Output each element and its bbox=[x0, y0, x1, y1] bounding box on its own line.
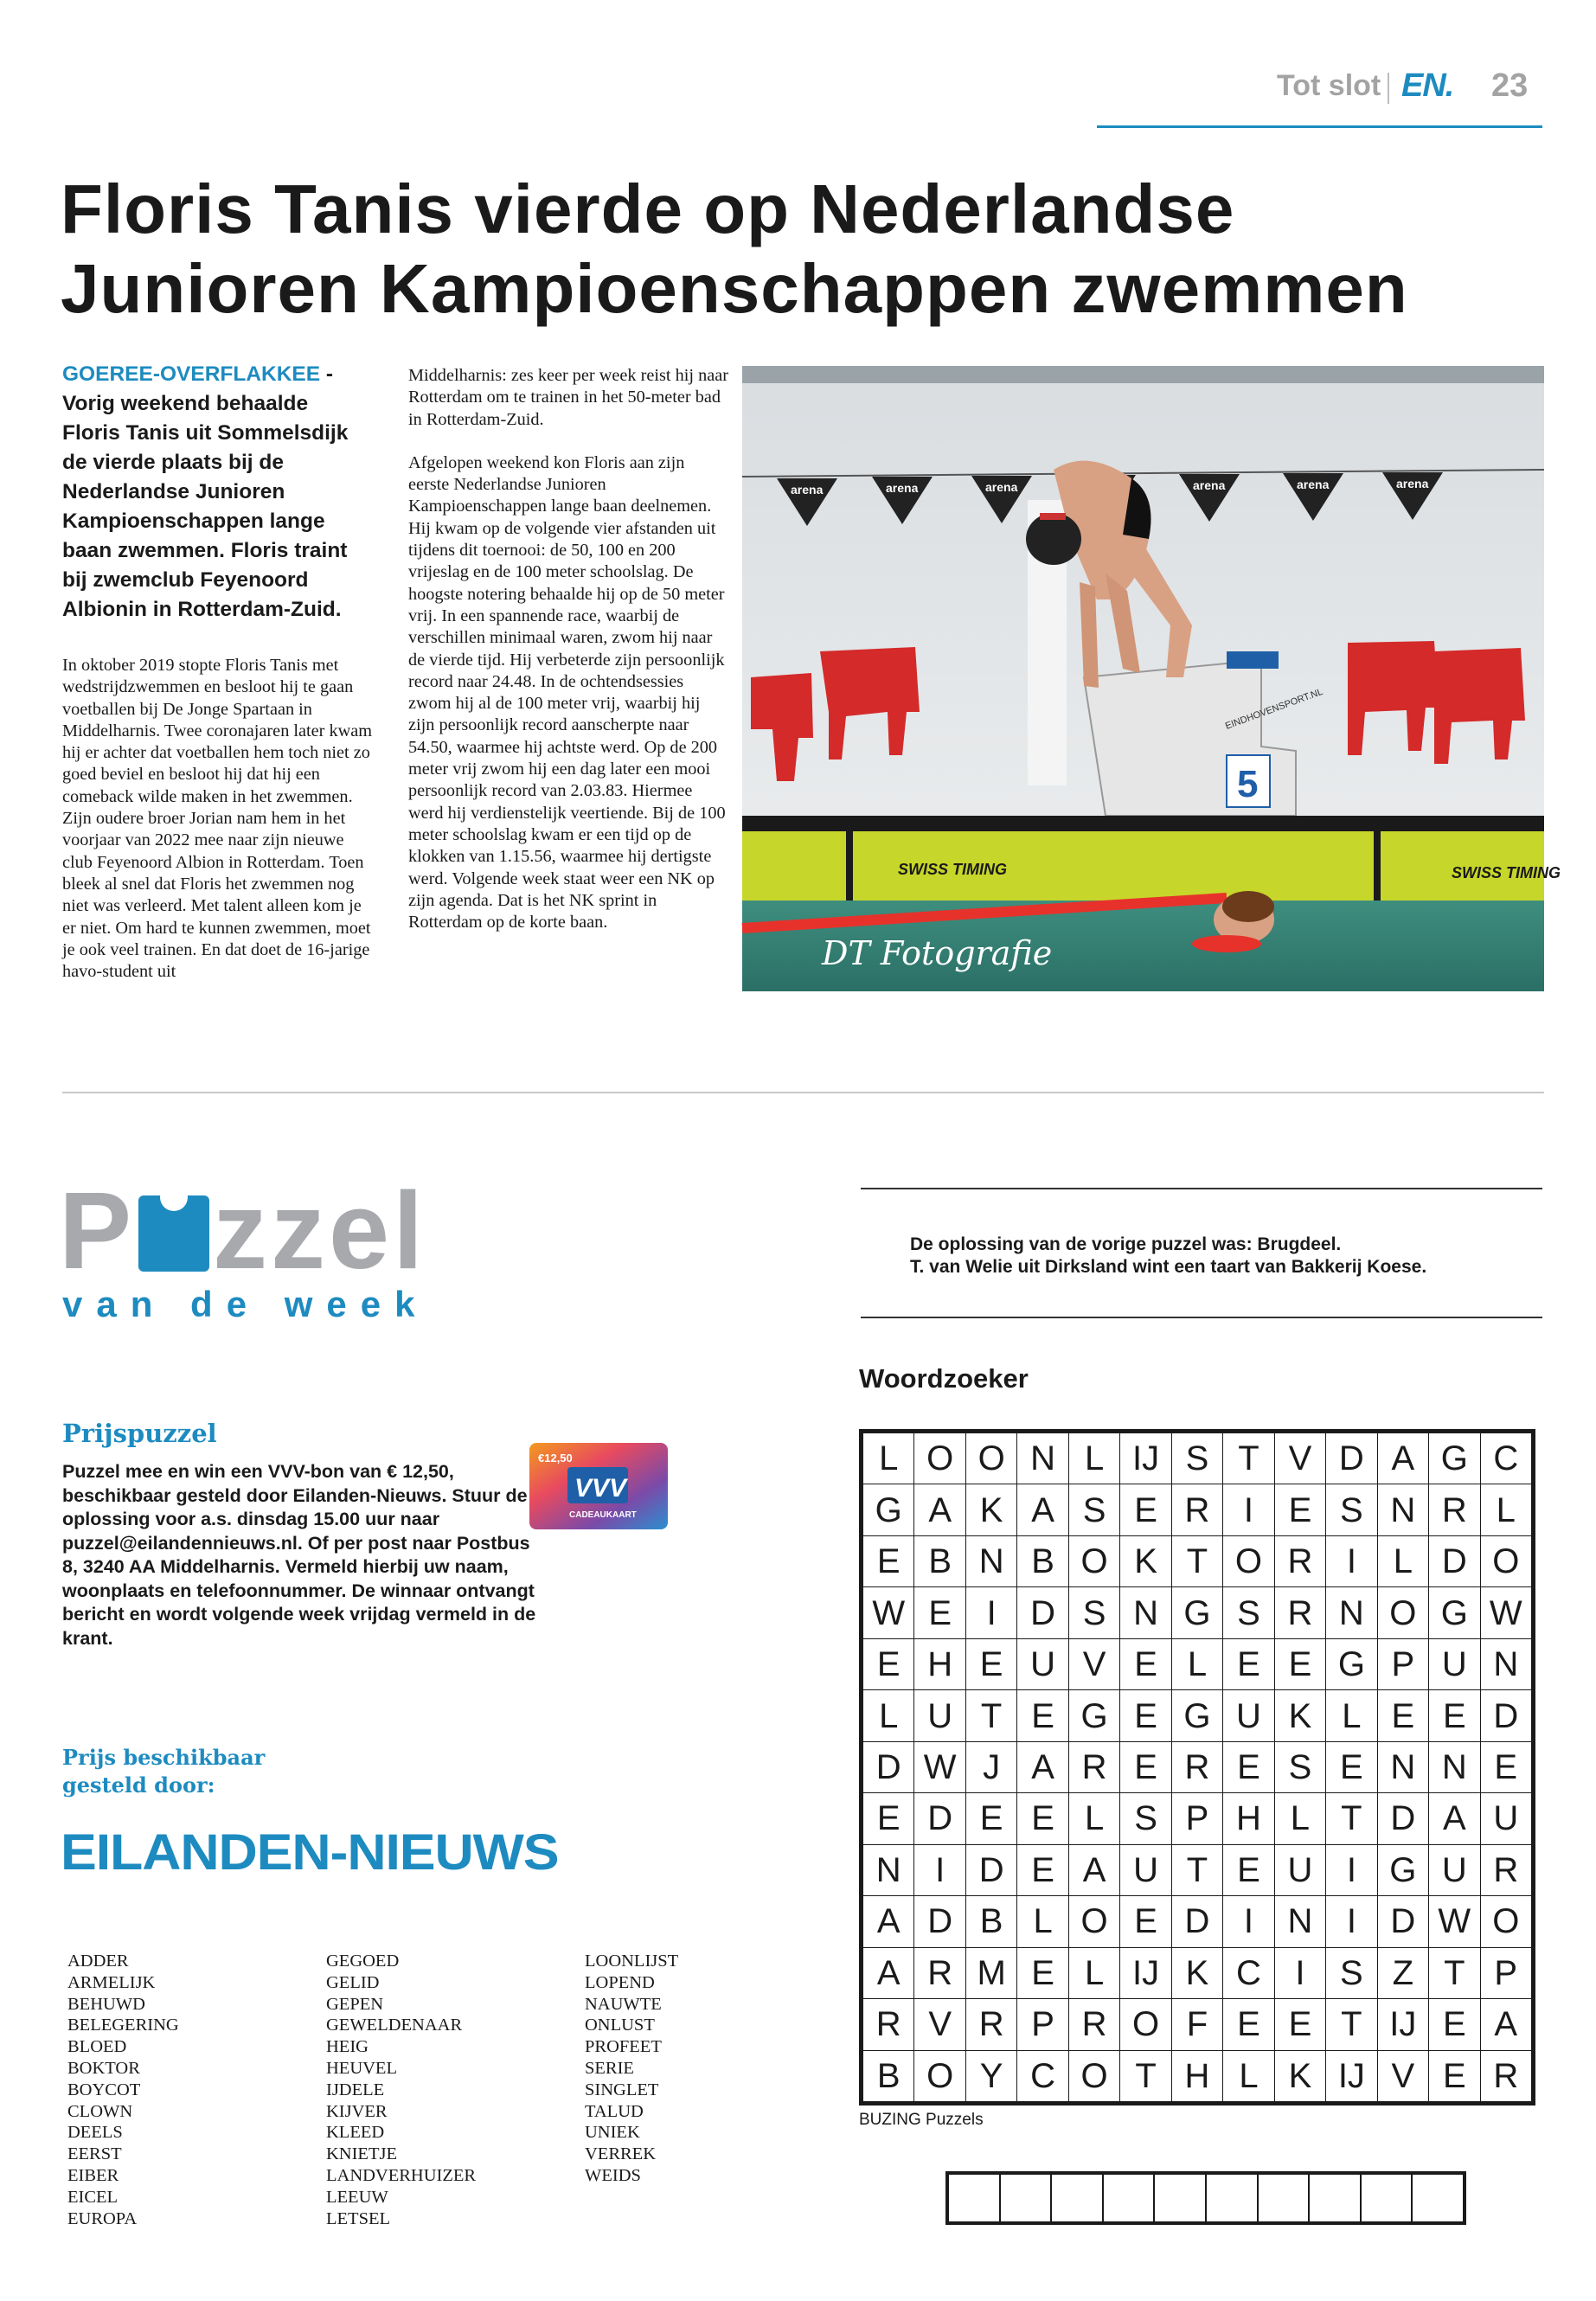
word-list-item: DEELS bbox=[67, 2123, 123, 2143]
grid-cell: P bbox=[1481, 1948, 1531, 1998]
answer-box[interactable] bbox=[1259, 2175, 1311, 2221]
grid-cell: E bbox=[1017, 1793, 1067, 1843]
word-list-item: BEHUWD bbox=[67, 1994, 145, 2014]
grid-cell: H bbox=[1223, 1793, 1273, 1843]
grid-cell: R bbox=[1275, 1536, 1325, 1586]
wordsearch-title: Woordzoeker bbox=[859, 1363, 1029, 1394]
grid-cell: O bbox=[1069, 1896, 1119, 1946]
grid-cell: Y bbox=[966, 2051, 1016, 2101]
voucher-label: CADEAUKAART bbox=[569, 1510, 637, 1520]
grid-cell: E bbox=[1275, 1484, 1325, 1535]
photo-credit: DT Fotografie bbox=[822, 934, 1053, 972]
grid-cell: N bbox=[1326, 1587, 1376, 1638]
header-rule bbox=[1097, 125, 1542, 128]
grid-cell: O bbox=[1069, 2051, 1119, 2101]
grid-cell: K bbox=[966, 1484, 1016, 1535]
grid-cell: E bbox=[1429, 2051, 1479, 2101]
word-list-item: IJDELE bbox=[326, 2080, 385, 2099]
grid-cell: L bbox=[1069, 1433, 1119, 1484]
grid-cell: E bbox=[1481, 1742, 1531, 1792]
grid-cell: IJ bbox=[1120, 1948, 1170, 1998]
grid-cell: O bbox=[914, 1433, 965, 1484]
winner-line: T. van Welie uit Dirksland wint een taart van Bakkerij Koese. bbox=[910, 1257, 1427, 1277]
grid-cell: G bbox=[1429, 1433, 1479, 1484]
grid-cell: D bbox=[1429, 1536, 1479, 1586]
answer-box[interactable] bbox=[1207, 2175, 1259, 2221]
answer-box[interactable] bbox=[1155, 2175, 1207, 2221]
word-list-item: NAUWTE bbox=[585, 1994, 662, 2014]
grid-cell: D bbox=[1017, 1587, 1067, 1638]
grid-cell: R bbox=[1069, 1742, 1119, 1792]
grid-cell: U bbox=[1429, 1845, 1479, 1895]
grid-cell: U bbox=[1120, 1845, 1170, 1895]
grid-cell: B bbox=[966, 1896, 1016, 1946]
article-headline: Floris Tanis vierde op Nederlandse Junioren Kampioenschappen zwemmen bbox=[61, 170, 1408, 327]
word-list-column-1 bbox=[67, 1951, 179, 2229]
grid-cell: S bbox=[1326, 1948, 1376, 1998]
grid-cell: K bbox=[1172, 1948, 1222, 1998]
answer-boxes[interactable] bbox=[945, 2171, 1466, 2225]
grid-cell: K bbox=[1275, 2051, 1325, 2101]
article-paragraph: Afgelopen weekend kon Floris aan zijn eerste Nederlandse Junioren Kampioenschappen lange baan deelnemen. Hij kwam op de volgende vier afstanden uit tijdens dit toernooi: de 50, 100 en 200 vrijeslag en de 100 meter schoolslag. De hoogste notering behaalde hij op de 50 meter vrij. In een spannende race, waarbij de verschillen minimaal waren, zwom hij naar de vierde tijd. Hij verbeterde zijn persoonlijk record naar 24.48. In de ochtendsessies zwom hij al de 100 meter vrij, waarbij hij zijn persoonlijk record aanscherpte naar 54.50, waarmee hij achtste werd. Op de 200 meter vrij zwom hij een dag later een mooi persoonlijk record van 2.03.83. Hiermee werd hij verdienstelijk veertiende. Bij de 100 meter schoolslag kwam er een tijd op de klokken van 1.15.56, waarmee hij dertigste werd. Volgende week staat weer een NK op zijn agenda. Dat is het NK sprint in Rotterdam op de korte baan. bbox=[408, 452, 726, 933]
grid-cell: L bbox=[1069, 1793, 1119, 1843]
word-list-item: GEWELDENAAR bbox=[326, 2016, 463, 2035]
grid-cell: D bbox=[1326, 1433, 1376, 1484]
flag-text: arena bbox=[1193, 478, 1226, 492]
grid-cell: T bbox=[1172, 1536, 1222, 1586]
grid-cell: M bbox=[966, 1948, 1016, 1998]
grid-cell: T bbox=[966, 1690, 1016, 1740]
prize-heading: Prijspuzzel bbox=[62, 1419, 217, 1448]
lane-number: 5 bbox=[1237, 763, 1259, 805]
grid-cell: N bbox=[863, 1845, 913, 1895]
block-site-text: EINDHOVENSPORT.NL bbox=[1223, 686, 1324, 732]
grid-cell: S bbox=[1172, 1433, 1222, 1484]
answer-box[interactable] bbox=[1052, 2175, 1104, 2221]
grid-cell: D bbox=[1378, 1793, 1428, 1843]
grid-cell: I bbox=[966, 1587, 1016, 1638]
grid-cell: E bbox=[1429, 1690, 1479, 1740]
puzzle-piece-icon bbox=[138, 1195, 209, 1272]
grid-cell: T bbox=[1326, 1793, 1376, 1843]
grid-cell: G bbox=[1069, 1690, 1119, 1740]
timing-text: SWISS TIMING bbox=[1452, 864, 1561, 881]
puzzle-title-rest: zzel bbox=[213, 1170, 427, 1292]
solution-top-rule bbox=[861, 1188, 1542, 1189]
grid-cell: S bbox=[1326, 1484, 1376, 1535]
grid-cell: A bbox=[863, 1948, 913, 1998]
grid-cell: N bbox=[1120, 1587, 1170, 1638]
grid-cell: S bbox=[1223, 1587, 1273, 1638]
grid-cell: E bbox=[966, 1793, 1016, 1843]
grid-cell: O bbox=[1120, 1999, 1170, 2049]
word-list-item: KLEED bbox=[326, 2123, 385, 2143]
grid-cell: T bbox=[1172, 1845, 1222, 1895]
word-list-item: BOKTOR bbox=[67, 2058, 140, 2078]
word-list-item: PROFEET bbox=[585, 2037, 662, 2057]
grid-cell: I bbox=[1223, 1896, 1273, 1946]
newspaper-logo: EN. bbox=[1401, 67, 1454, 104]
grid-cell: J bbox=[966, 1742, 1016, 1792]
grid-cell: N bbox=[1017, 1433, 1067, 1484]
word-list-item: LANDVERHUIZER bbox=[326, 2165, 477, 2185]
grid-cell: G bbox=[1326, 1639, 1376, 1689]
grid-cell: E bbox=[1017, 1948, 1067, 1998]
grid-cell: L bbox=[1326, 1690, 1376, 1740]
answer-box[interactable] bbox=[1413, 2175, 1463, 2221]
grid-cell: S bbox=[1069, 1587, 1119, 1638]
word-list-item: ARMELIJK bbox=[67, 1972, 156, 1992]
grid-cell: E bbox=[1326, 1742, 1376, 1792]
prize-sponsor-label: Prijs beschikbaar gesteld door: bbox=[62, 1745, 266, 1798]
word-list-item: EICEL bbox=[67, 2187, 119, 2207]
answer-box[interactable] bbox=[1001, 2175, 1053, 2221]
grid-cell: W bbox=[914, 1742, 965, 1792]
grid-cell: I bbox=[1326, 1536, 1376, 1586]
grid-cell: E bbox=[1017, 1690, 1067, 1740]
grid-cell: D bbox=[1481, 1690, 1531, 1740]
grid-cell: V bbox=[1275, 1433, 1325, 1484]
grid-cell: G bbox=[1172, 1587, 1222, 1638]
grid-cell: N bbox=[1481, 1639, 1531, 1689]
grid-cell: E bbox=[1120, 1690, 1170, 1740]
grid-cell: R bbox=[1172, 1484, 1222, 1535]
previous-solution bbox=[910, 1234, 1533, 1279]
grid-cell: E bbox=[1223, 1845, 1273, 1895]
grid-cell: L bbox=[1172, 1639, 1222, 1689]
grid-cell: G bbox=[1378, 1845, 1428, 1895]
grid-cell: E bbox=[1378, 1690, 1428, 1740]
word-list-item: WEIDS bbox=[585, 2165, 641, 2185]
word-list-item: LETSEL bbox=[326, 2208, 391, 2228]
grid-cell: L bbox=[1017, 1896, 1067, 1946]
grid-cell: L bbox=[863, 1690, 913, 1740]
grid-cell: A bbox=[1017, 1484, 1067, 1535]
grid-cell: U bbox=[1275, 1845, 1325, 1895]
word-list-item: BELEGERING bbox=[67, 2016, 179, 2035]
grid-cell: B bbox=[863, 2051, 913, 2101]
grid-cell: D bbox=[966, 1845, 1016, 1895]
grid-cell: R bbox=[1481, 1845, 1531, 1895]
grid-cell: E bbox=[1120, 1639, 1170, 1689]
word-list-item: KNIETJE bbox=[326, 2144, 397, 2164]
grid-cell: A bbox=[1069, 1845, 1119, 1895]
grid-cell: W bbox=[1429, 1896, 1479, 1946]
answer-box[interactable] bbox=[1104, 2175, 1156, 2221]
grid-cell: E bbox=[914, 1587, 965, 1638]
timing-text: SWISS TIMING bbox=[898, 861, 1007, 878]
grid-cell: B bbox=[1017, 1536, 1067, 1586]
grid-cell: I bbox=[1326, 1845, 1376, 1895]
word-list-column-3 bbox=[585, 1951, 678, 2187]
article-column-1 bbox=[62, 655, 374, 983]
grid-cell: D bbox=[914, 1793, 965, 1843]
grid-cell: N bbox=[1275, 1896, 1325, 1946]
word-list-item: VERREK bbox=[585, 2144, 656, 2164]
grid-cell: E bbox=[1275, 1639, 1325, 1689]
grid-cell: E bbox=[1275, 1999, 1325, 2049]
grid-cell: V bbox=[914, 1999, 965, 2049]
grid-cell: C bbox=[1481, 1433, 1531, 1484]
word-list-item: LOPEND bbox=[585, 1972, 655, 1992]
grid-cell: D bbox=[914, 1896, 965, 1946]
grid-cell: P bbox=[1378, 1639, 1428, 1689]
page-number: 23 bbox=[1491, 67, 1529, 104]
article-paragraph: Middelharnis: zes keer per week reist hij naar Rotterdam om te trainen in het 50-meter bad in Rotterdam-Zuid. bbox=[408, 366, 728, 429]
grid-cell: O bbox=[1481, 1896, 1531, 1946]
grid-cell: R bbox=[966, 1999, 1016, 2049]
word-list-item: UNIEK bbox=[585, 2123, 640, 2143]
grid-cell: E bbox=[1429, 1999, 1479, 2049]
grid-cell: A bbox=[1481, 1999, 1531, 2049]
grid-cell: V bbox=[1378, 2051, 1428, 2101]
grid-cell: E bbox=[1120, 1484, 1170, 1535]
article-paragraph: In oktober 2019 stopte Floris Tanis met wedstrijdzwemmen en besloot hij te gaan voetballen bij De Jonge Spartaan in Middelharnis. Twee coronajaren later kwam hij er achter dat voetballen hem toch niet zo goed beviel en besloot hij dat hij een comeback wilde maken in het zwemmen. Zijn oudere broer Jorian nam hem in het voorjaar van 2022 mee naar zijn nieuwe club Feyenoord Albion in Rotterdam. Toen bleek al snel dat Floris het zwemmen nog niet was verleerd. Met talent alleen kom je er niet. Om hard te kunnen zwemmen, moet je ook veel trainen. En dat doet de 16-jarige havo-student uit bbox=[62, 656, 373, 982]
word-list-item: BOYCOT bbox=[67, 2080, 141, 2099]
flag-text: arena bbox=[886, 481, 919, 495]
voucher-brand: VVV bbox=[574, 1474, 627, 1503]
grid-cell: H bbox=[914, 1639, 965, 1689]
puzzle-title-p: P bbox=[59, 1170, 136, 1292]
word-list-item: LOONLIJST bbox=[585, 1952, 679, 1971]
answer-box[interactable] bbox=[1362, 2175, 1413, 2221]
grid-cell: R bbox=[1069, 1999, 1119, 2049]
grid-cell: L bbox=[863, 1433, 913, 1484]
grid-cell: H bbox=[1172, 2051, 1222, 2101]
grid-cell: O bbox=[1378, 1587, 1428, 1638]
grid-cell: O bbox=[1223, 1536, 1273, 1586]
puzzle-title bbox=[59, 1170, 427, 1292]
grid-cell: G bbox=[1172, 1690, 1222, 1740]
grid-cell: O bbox=[1069, 1536, 1119, 1586]
grid-cell: S bbox=[1069, 1484, 1119, 1535]
grid-cell: I bbox=[1275, 1948, 1325, 1998]
flag-text: arena bbox=[1297, 478, 1330, 491]
grid-cell: P bbox=[1017, 1999, 1067, 2049]
word-list-item: HEUVEL bbox=[326, 2058, 397, 2078]
grid-cell: T bbox=[1326, 1999, 1376, 2049]
swimmer-photo bbox=[742, 366, 1561, 991]
puzzle-subtitle: van de week bbox=[62, 1284, 429, 1324]
grid-cell: IJ bbox=[1120, 1433, 1170, 1484]
grid-cell: Z bbox=[1378, 1948, 1428, 1998]
grid-cell: U bbox=[914, 1690, 965, 1740]
word-list-item: ADDER bbox=[67, 1952, 129, 1971]
grid-cell: IJ bbox=[1378, 1999, 1428, 2049]
grid-cell: U bbox=[1017, 1639, 1067, 1689]
grid-cell: C bbox=[1017, 2051, 1067, 2101]
grid-cell: E bbox=[863, 1793, 913, 1843]
grid-cell: W bbox=[1481, 1587, 1531, 1638]
grid-cell: R bbox=[1172, 1742, 1222, 1792]
grid-cell: B bbox=[914, 1536, 965, 1586]
grid-cell: L bbox=[1069, 1948, 1119, 1998]
grid-cell: S bbox=[1275, 1742, 1325, 1792]
grid-cell: S bbox=[1120, 1793, 1170, 1843]
article-lead bbox=[62, 360, 369, 625]
grid-cell: L bbox=[1378, 1536, 1428, 1586]
grid-cell: R bbox=[1429, 1484, 1479, 1535]
grid-cell: E bbox=[1223, 1742, 1273, 1792]
flag-text: arena bbox=[1396, 477, 1429, 490]
grid-cell: R bbox=[1275, 1587, 1325, 1638]
grid-cell: L bbox=[1481, 1484, 1531, 1535]
section-divider bbox=[62, 1092, 1544, 1093]
grid-cell: D bbox=[1378, 1896, 1428, 1946]
word-list-item: SERIE bbox=[585, 2058, 634, 2078]
word-list-item: LEEUW bbox=[326, 2187, 388, 2207]
answer-box[interactable] bbox=[949, 2175, 1001, 2221]
lead-text: - Vorig weekend behaalde Floris Tanis uit Sommelsdijk de vierde plaats bij de Nederlandse Junioren Kampioenschappen lange baan zwemmen. Floris traint bij zwemclub Feyenoord Albionin in Rotterdam-Zuid. bbox=[62, 362, 349, 621]
grid-cell: T bbox=[1429, 1948, 1479, 1998]
grid-cell: T bbox=[1223, 1433, 1273, 1484]
word-list-item: TALUD bbox=[585, 2101, 644, 2121]
prize-text: Puzzel mee en win een VVV-bon van € 12,50, beschikbaar gesteld door Eilanden-Nieuws. Stuur de oplossing voor a.s. dinsdag 15.00 uur naar puzzel@eilandennieuws.nl. Of per post naar Postbus 8, 3240 AA Middelharnis. Vermeld hierbij uw naam, woonplaats en telefoonnummer. De winnaar ontvangt bericht en wordt volgende week vrijdag vermeld in de krant. bbox=[62, 1461, 536, 1649]
puzzle-credit: BUZING Puzzels bbox=[859, 2111, 984, 2129]
grid-cell: U bbox=[1429, 1639, 1479, 1689]
grid-cell: E bbox=[1223, 1639, 1273, 1689]
grid-cell: G bbox=[1429, 1587, 1479, 1638]
answer-box[interactable] bbox=[1310, 2175, 1362, 2221]
grid-cell: C bbox=[1223, 1948, 1273, 1998]
word-list-item: GELID bbox=[326, 1972, 380, 1992]
grid-cell: E bbox=[863, 1639, 913, 1689]
grid-cell: O bbox=[966, 1433, 1016, 1484]
grid-cell: O bbox=[1481, 1536, 1531, 1586]
grid-cell: N bbox=[966, 1536, 1016, 1586]
grid-cell: I bbox=[1223, 1484, 1273, 1535]
grid-cell: IJ bbox=[1326, 2051, 1376, 2101]
solution-line: De oplossing van de vorige puzzel was: Brugdeel. bbox=[910, 1234, 1342, 1254]
section-label: Tot slot bbox=[1277, 69, 1381, 102]
word-list-column-2 bbox=[326, 1951, 476, 2229]
grid-cell: E bbox=[1120, 1742, 1170, 1792]
grid-cell: E bbox=[966, 1639, 1016, 1689]
grid-cell: A bbox=[1429, 1793, 1479, 1843]
grid-cell: E bbox=[1120, 1896, 1170, 1946]
grid-cell: D bbox=[1172, 1896, 1222, 1946]
grid-cell: E bbox=[1223, 1999, 1273, 2049]
word-list-item: BLOED bbox=[67, 2037, 127, 2057]
grid-cell: R bbox=[1481, 2051, 1531, 2101]
word-list-item: SINGLET bbox=[585, 2080, 659, 2099]
header-separator bbox=[1388, 73, 1389, 104]
grid-cell: L bbox=[1275, 1793, 1325, 1843]
grid-cell: P bbox=[1172, 1793, 1222, 1843]
grid-cell: N bbox=[1378, 1742, 1428, 1792]
dateline: GOEREE-OVERFLAKKEE bbox=[62, 362, 321, 386]
solution-bottom-rule bbox=[861, 1317, 1542, 1318]
grid-cell: W bbox=[863, 1587, 913, 1638]
grid-cell: A bbox=[1017, 1742, 1067, 1792]
grid-cell: A bbox=[914, 1484, 965, 1535]
grid-cell: I bbox=[1326, 1896, 1376, 1946]
grid-cell: E bbox=[1017, 1845, 1067, 1895]
grid-cell: R bbox=[863, 1999, 913, 2049]
word-list-item: ONLUST bbox=[585, 2016, 655, 2035]
word-list-item: GEPEN bbox=[326, 1994, 384, 2014]
word-list-item: EIBER bbox=[67, 2165, 119, 2185]
grid-cell: K bbox=[1120, 1536, 1170, 1586]
grid-cell: T bbox=[1120, 2051, 1170, 2101]
word-list-item: EERST bbox=[67, 2144, 122, 2164]
wordsearch-grid bbox=[859, 1429, 1535, 2106]
grid-cell: L bbox=[1223, 2051, 1273, 2101]
article-column-2 bbox=[408, 365, 728, 933]
grid-cell: A bbox=[1378, 1433, 1428, 1484]
grid-cell: V bbox=[1069, 1639, 1119, 1689]
grid-cell: D bbox=[863, 1742, 913, 1792]
vvv-voucher-image bbox=[529, 1443, 668, 1529]
word-list-item: EUROPA bbox=[67, 2208, 138, 2228]
grid-cell: G bbox=[863, 1484, 913, 1535]
eilanden-nieuws-logo: EILANDEN-NIEUWS bbox=[61, 1824, 559, 1881]
word-list-item: CLOWN bbox=[67, 2101, 133, 2121]
voucher-amount: €12,50 bbox=[538, 1452, 573, 1465]
grid-cell: E bbox=[863, 1536, 913, 1586]
grid-cell: A bbox=[863, 1896, 913, 1946]
grid-cell: N bbox=[1429, 1742, 1479, 1792]
grid-cell: K bbox=[1275, 1690, 1325, 1740]
word-list-item: HEIG bbox=[326, 2037, 369, 2057]
word-list-item: GEGOED bbox=[326, 1952, 400, 1971]
grid-cell: U bbox=[1481, 1793, 1531, 1843]
grid-cell: R bbox=[914, 1948, 965, 1998]
grid-cell: O bbox=[914, 2051, 965, 2101]
flag-text: arena bbox=[791, 483, 824, 497]
grid-cell: N bbox=[1378, 1484, 1428, 1535]
flag-text: arena bbox=[985, 480, 1018, 494]
grid-cell: I bbox=[914, 1845, 965, 1895]
grid-cell: U bbox=[1223, 1690, 1273, 1740]
word-list-item: KIJVER bbox=[326, 2101, 388, 2121]
swimmer-photo-illustration bbox=[742, 366, 1561, 991]
grid-cell: F bbox=[1172, 1999, 1222, 2049]
